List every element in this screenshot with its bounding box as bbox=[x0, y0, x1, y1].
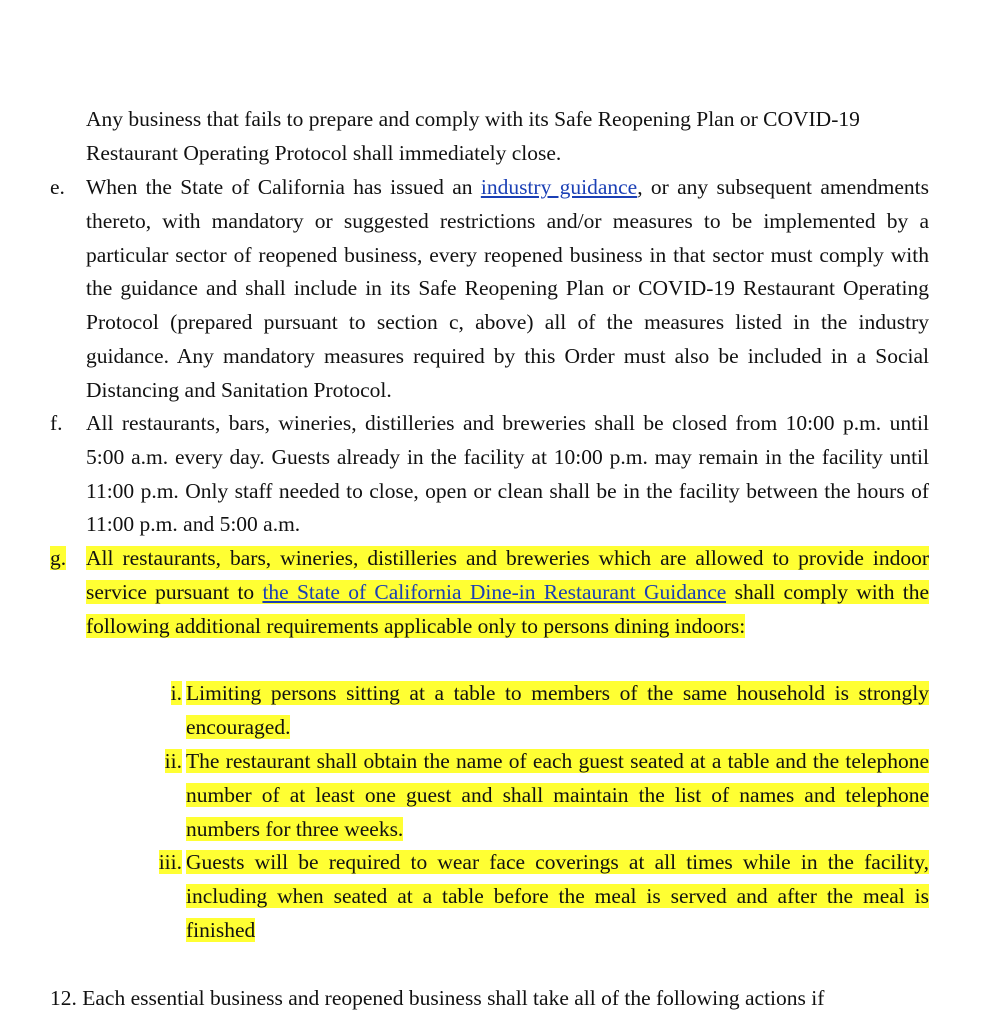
item-f-paragraph bbox=[86, 407, 929, 542]
item-e-paragraph bbox=[86, 171, 929, 408]
subitem-i-label: i. bbox=[170, 681, 182, 705]
section-12-text: 12. Each essential business and reopened business shall take all of the following actions if bbox=[50, 986, 825, 1010]
item-g-text-pre: All restaurants, bars, wineries, distilleries and breweries which are allowed to provide indoor service pursuant to bbox=[86, 546, 929, 604]
industry-guidance-link[interactable]: industry guidance bbox=[480, 175, 638, 199]
item-e-text-pre: When the State of California has issued an bbox=[86, 175, 481, 199]
item-g-label bbox=[50, 542, 66, 576]
item-f-text: All restaurants, bars, wineries, distilleries and breweries shall be closed from 10:00 p.m. until 5:00 a.m. every day. Guests already in the facility at 10:00 p.m. may remain in the facility until 11:00 p.m. Only staff needed to close, open or clean shall be in the facility between the hours of 11:00 p.m. and 5:00 a.m. bbox=[86, 411, 929, 537]
subitem-i-text: Limiting persons sitting at a table to members of the same household is strongly encouraged. bbox=[186, 681, 929, 739]
section-12-heading bbox=[50, 983, 930, 1013]
subitem-iii-paragraph bbox=[186, 846, 929, 947]
subitem-ii-text: The restaurant shall obtain the name of each guest seated at a table and the telephone number of at least one guest and shall maintain the list of names and telephone numbers for three weeks. bbox=[186, 749, 929, 841]
subitem-iii-label: iii. bbox=[158, 850, 182, 874]
item-e-text-post: , or any subsequent amendments thereto, with mandatory or suggested restrictions and/or measures to be implemented by a particular sector of reopened business, every reopened business in that sector must comply with the guidance and shall include in its Safe Reopening Plan or COVID-19 Restaurant Operating Protocol (prepared pursuant to section c, above) all of the measures listed in the industry guidance. Any mandatory measures required by this Order must also be included in a Social Distancing and Sanitation Protocol. bbox=[86, 175, 930, 402]
subitem-ii-paragraph bbox=[186, 745, 929, 846]
item-g-text-post: shall comply with the following additional requirements applicable only to persons dining indoors: bbox=[86, 579, 929, 638]
item-g-label-text: g. bbox=[50, 546, 67, 570]
intro-paragraph bbox=[86, 103, 929, 171]
item-g-paragraph bbox=[86, 542, 929, 643]
subitem-iii-text: Guests will be required to wear face coverings at all times while in the facility, including when seated at a table before the meal is served and after the meal is finished bbox=[186, 850, 929, 942]
intro-text: Any business that fails to prepare and comply with its Safe Reopening Plan or COVID-19 Restaurant Operating Protocol shall immediately close. bbox=[86, 107, 860, 165]
subitem-i-paragraph bbox=[186, 677, 929, 745]
subitem-ii-label: ii. bbox=[164, 749, 182, 773]
dine-in-guidance-link[interactable]: the State of California Dine-in Restaurant Guidance bbox=[262, 579, 727, 604]
item-e-label: e. bbox=[50, 175, 65, 199]
item-f-label: f. bbox=[50, 411, 63, 435]
